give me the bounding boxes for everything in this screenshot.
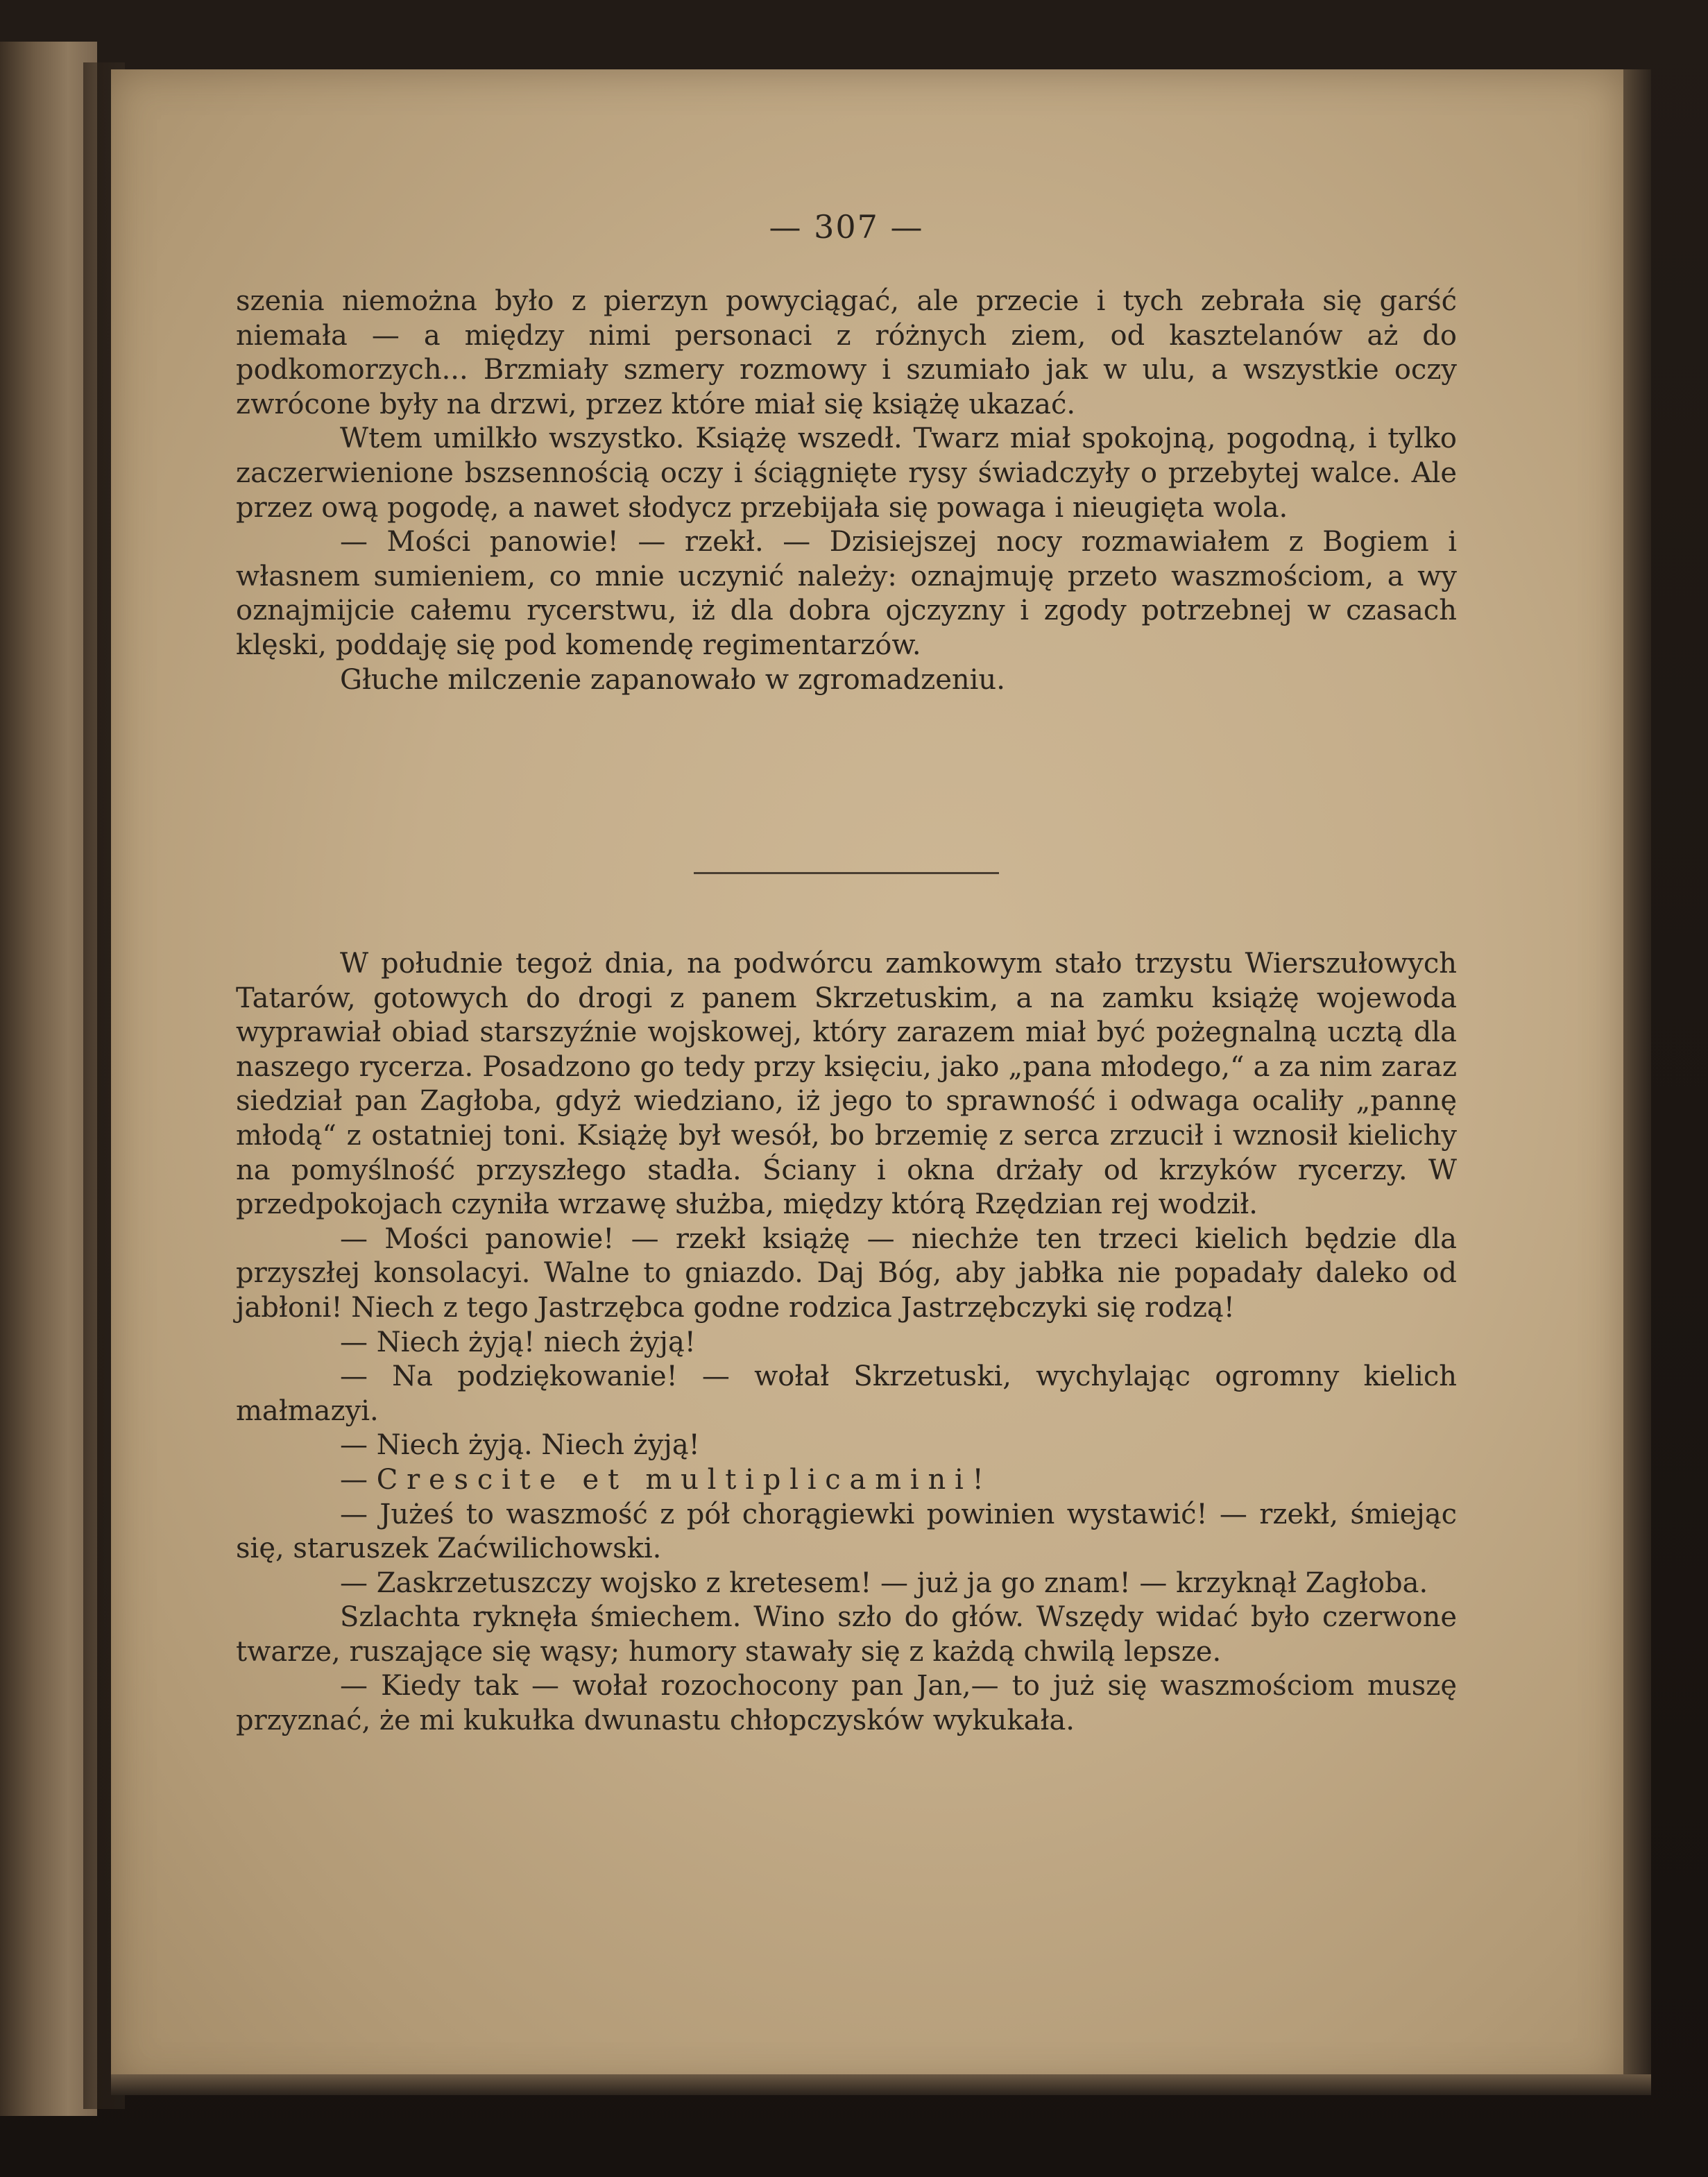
facing-page-edge [0, 42, 97, 2116]
paragraph: — Na podziękowanie! — wołał Skrzetuski, wychylając ogromny kielich małmazyi. [236, 1360, 1457, 1427]
paragraph: — Niech żyją. Niech żyją! [340, 1429, 700, 1462]
paragraph: — Mości panowie! — rzekł książę — niechże ten trzeci kielich będzie dla przyszłej konsolacyi. Walne to gniazdo. Daj Bóg, aby jabłka nie popadały daleko od jabłoni! Niech z tego Jastrzębca godne rodzica Jastrzębczyki się rodzą! [236, 1222, 1457, 1324]
paragraph: — Jużeś to waszmość z pół chorągiewki powinien wystawić! — rzekł, śmiejąc się, staruszek Zaćwilichowski. [236, 1498, 1457, 1565]
page-number: — 307 — [769, 208, 924, 246]
page-block-edge [1623, 69, 1651, 2088]
dash: — [340, 1463, 377, 1496]
paragraph: Szlachta ryknęła śmiechem. Wino szło do głów. Wszędy widać było czerwone twarze, ruszające się wąsy; humory stawały się z każdą chwilą lepsze. [236, 1601, 1457, 1668]
text-section-1 [236, 284, 1457, 697]
paragraph: — Kiedy tak — wołał rozochocony pan Jan,— to już się waszmościom muszę przyznać, że mi kukułka dwunastu chłopczysków wykukała. [236, 1670, 1457, 1737]
section-divider [694, 872, 999, 874]
paragraph: — Mości panowie! — rzekł. — Dzisiejszej nocy rozmawiałem z Bogiem i własnem sumieniem, co mnie uczynić należy: oznajmuję przeto waszmościom, a wy oznajmijcie całemu rycerstwu, iż dla dobra ojczyzny i zgody potrzebnej w czasach klęski, poddaję się pod komendę regimentarzów. [236, 526, 1457, 661]
paragraph: Wtem umilkło wszystko. Książę wszedł. Twarz miał spokojną, pogodną, i tylko zaczerwienione bszsennością oczy i ściągnięte rysy świadczyły o przebytej walce. Ale przez ową pogodę, a nawet słodycz przebijała się powaga i nieugięta wola. [236, 422, 1457, 524]
paragraph: W południe tegoż dnia, na podwórcu zamkowym stało trzystu Wierszułowych Tatarów, gotowych do drogi z panem Skrzetuskim, a na zamku książę wojewoda wyprawiał obiad starszyźnie wojskowej, który zarazem miał być pożegnalną ucztą dla naszego rycerza. Posadzono go tedy przy księciu, jako „pana młodego,“ a za nim zaraz siedział pan Zagłoba, gdyż wiedziano, iż jego to sprawność i odwaga ocaliły „pannę młodą“ z ostatniej toni. Książę był wesół, bo brzemię z serca zrzucił i wznosił kielichy na pomyślność przyszłego stadła. Ściany i okna drżały od krzyków rycerzy. W przedpokojach czyniła wrzawę służba, między którą Rzędzian rej wodził. [236, 948, 1457, 1221]
paragraph: szenia niemożna było z pierzyn powyciągać, ale przecie i tych zebrała się garść niemała — a między nimi personaci z różnych ziem, od kasztelanów aż do podkomorzych... Brzmiały szmery rozmowy i szumiało jak w ulu, a wszystkie oczy zwrócone były na drzwi, przez które miał się książę ukazać. [236, 285, 1457, 420]
page-bottom-edge [111, 2074, 1651, 2095]
paragraph: — Zaskrzetuszczy wojsko z kretesem! — już ja go znam! — krzyknął Zagłoba. [340, 1566, 1428, 1599]
paragraph-latin [236, 1463, 1457, 1498]
paragraph: Głuche milczenie zapanowało w zgromadzeniu. [340, 663, 1005, 696]
paragraph: — Niech żyją! niech żyją! [340, 1326, 696, 1358]
latin-phrase: Crescite et multiplicamini! [376, 1463, 993, 1496]
text-section-2 [236, 947, 1457, 1739]
